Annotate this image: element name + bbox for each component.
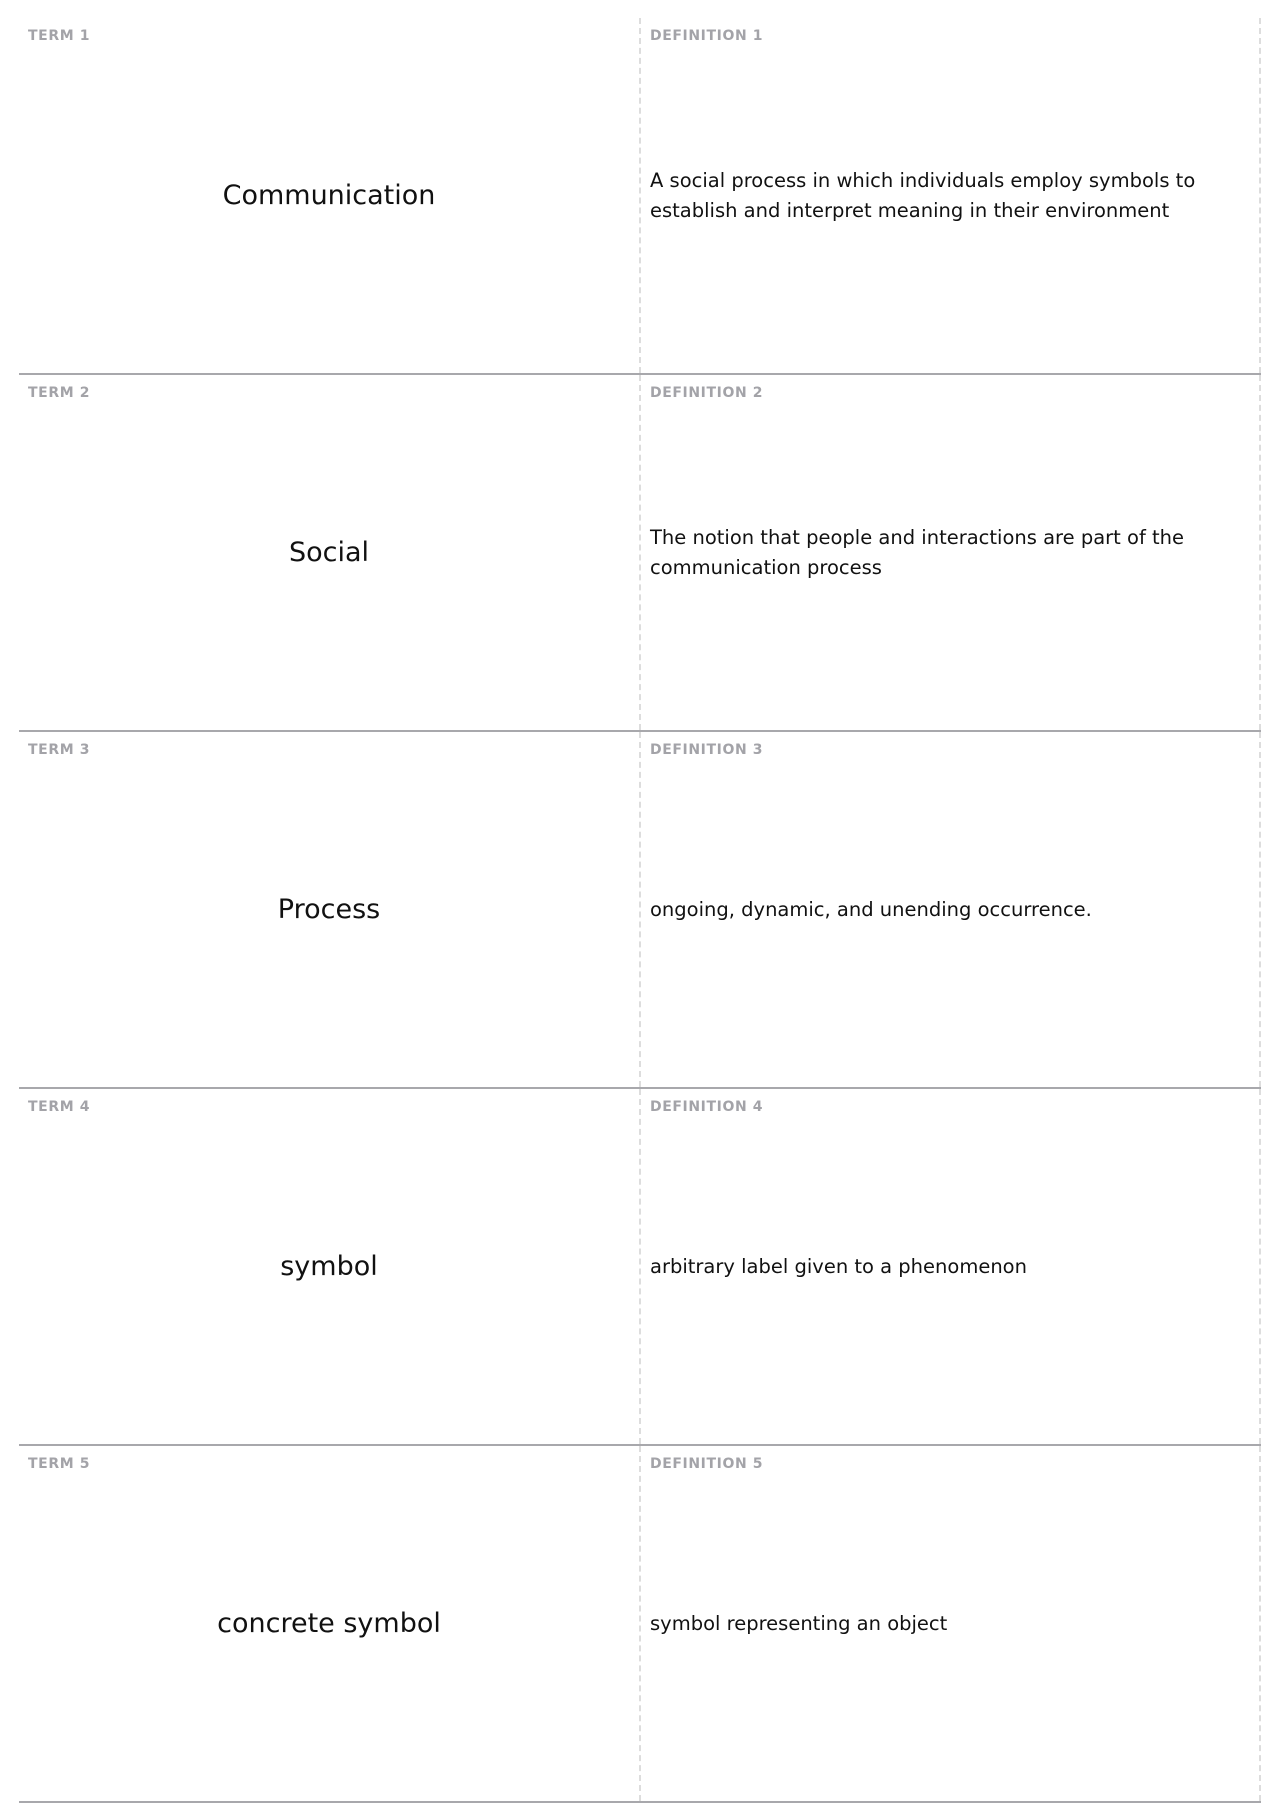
term-cell: [19, 18, 641, 373]
definition-cell: [641, 1089, 1261, 1444]
definition-text: arbitrary label given to a phenomenon: [650, 1254, 1027, 1278]
flashcard-sheet: [19, 18, 1261, 1803]
definition-text-wrapper: [650, 375, 1229, 730]
term-label: TERM 3: [28, 742, 91, 758]
definition-text-wrapper: [650, 18, 1229, 373]
term-cell: [19, 1446, 641, 1801]
term-cell: [19, 1089, 641, 1444]
term-text: concrete symbol: [217, 1608, 441, 1639]
definition-text: A social process in which individuals employ symbols to establish and interpret meaning in their environment: [650, 168, 1196, 222]
term-label: TERM 4: [28, 1099, 91, 1115]
term-text: symbol: [280, 1251, 378, 1282]
definition-text-wrapper: [650, 732, 1229, 1087]
term-label: TERM 5: [28, 1456, 91, 1472]
flashcard-row: [19, 732, 1261, 1089]
definition-text: ongoing, dynamic, and unending occurrence.: [650, 897, 1092, 921]
definition-cell: [641, 732, 1261, 1087]
definition-text-wrapper: [650, 1446, 1229, 1801]
term-cell: [19, 375, 641, 730]
definition-label: DEFINITION 2: [650, 385, 764, 401]
definition-cell: [641, 1446, 1261, 1801]
term-label: TERM 1: [28, 28, 91, 44]
definition-cell: [641, 18, 1261, 373]
definition-label: DEFINITION 1: [650, 28, 764, 44]
definition-label: DEFINITION 4: [650, 1099, 764, 1115]
term-text: Communication: [222, 180, 436, 211]
definition-cell: [641, 375, 1261, 730]
definition-label: DEFINITION 3: [650, 742, 764, 758]
definition-text-wrapper: [650, 1089, 1229, 1444]
term-text: Social: [288, 537, 370, 568]
term-label: TERM 2: [28, 385, 91, 401]
flashcard-row: [19, 18, 1261, 375]
flashcard-row: [19, 1446, 1261, 1803]
term-cell: [19, 732, 641, 1087]
term-text: Process: [277, 894, 381, 925]
flashcard-row: [19, 375, 1261, 732]
flashcard-row: [19, 1089, 1261, 1446]
definition-text: The notion that people and interactions are part of the communication process: [650, 525, 1185, 579]
definition-text: symbol representing an object: [650, 1611, 948, 1635]
definition-label: DEFINITION 5: [650, 1456, 764, 1472]
